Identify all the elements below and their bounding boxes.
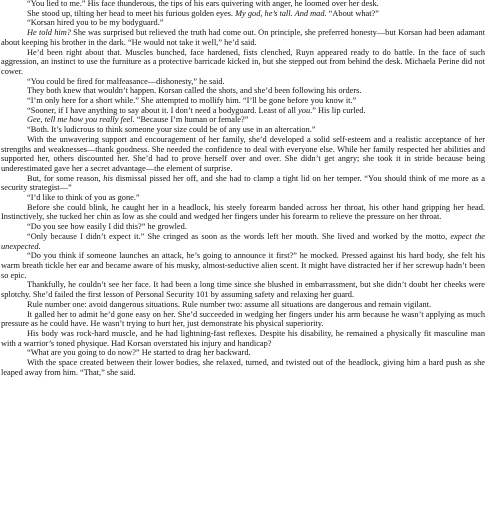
paragraph — [1, 174, 485, 193]
text-run: “Both. It’s ludicrous to think someone your size could be of any use in an altercation.” — [27, 125, 316, 135]
text-run: Rule number one: avoid dangerous situations. Rule number two: assume all situations are dangerous and remain vigilant. — [27, 299, 432, 309]
text-run: “You could be fired for malfeasance—dishonesty,” he said. — [27, 76, 225, 86]
paragraph — [1, 9, 485, 19]
text-run: With the unwavering support and encouragement of her family, she’d developed a solid self-esteem and a realistic acceptance of her strengths and weaknesses—thank goodness. She needed the confidence to deal with everyone else. While her family respected her abilities and supported her, others discounted her. She’d had to prove herself over and over. She didn’t get angry; she took it in stride because being underestimated gave her a secret advantage—the element of surprise. — [1, 134, 485, 173]
text-run: With the space created between their lower bodies, she relaxed, turned, and twisted out of the headlock, giving him a hard push as she leaped away from him. “That,” she said. — [1, 358, 485, 377]
text-run: “I’d like to think of you as gone.” — [27, 193, 140, 203]
text-run: She stood up, tilting her head to meet his furious golden eyes. — [27, 8, 236, 18]
text-run: “Korsan hired you to be my bodyguard.” — [27, 18, 164, 28]
paragraph — [1, 251, 485, 280]
text-run: Thankfully, he couldn’t see her face. It had been a long time since she blushed in embarrassment, but she didn’t doubt her cheeks were splotchy. She’d failed the first lesson of Personal Security 101 by assuming safety and relaxing her guard. — [1, 280, 485, 300]
paragraph — [1, 300, 485, 310]
text-run: Before she could blink, he caught her in a headlock, his steely forearm banded across her throat, his other hand gripping her head. Instinctively, she tucked her chin as low as she could and wedged her fingers under his forearm to relieve the pressure on her throat. — [1, 202, 485, 222]
paragraph — [1, 86, 485, 96]
text-run: “Because I’m human or female?” — [134, 115, 249, 125]
italic-text: My god, he’s tall. And mad. — [235, 8, 327, 18]
paragraph — [1, 222, 485, 232]
paragraph — [1, 125, 485, 135]
paragraph — [1, 106, 485, 116]
paragraph — [1, 358, 485, 377]
paragraph — [1, 203, 485, 222]
paragraph — [1, 348, 485, 358]
paragraph — [1, 115, 485, 125]
text-run: .” His lip curled. — [310, 105, 366, 115]
paragraph — [1, 0, 485, 9]
paragraph — [1, 48, 485, 77]
italic-text: you — [298, 105, 311, 115]
text-run: His body was rock-hard muscle, and he had lightning-fast reflexes. Despite his disability, he remained a physically fit masculine man with a warrior’s toned physique. Had Korsan overstated his injury and handicap? — [1, 328, 485, 348]
paragraph — [1, 96, 485, 106]
text-run: But, for some reason, — [27, 173, 104, 183]
text-run: “You lied to me.” His face thunderous, the tips of his ears quivering with anger, he loomed over her desk. — [27, 0, 379, 8]
text-run: It galled her to admit he’d gone easy on her. She’d succeeded in wedging her fingers under his arm because he wasn’t applying as much pressure as he could have. He wasn’t trying to hurt her, just demonstrate his physical superiority. — [1, 309, 485, 329]
text-run: “Do you see how easily I did this?” he growled. — [27, 222, 187, 232]
text-run: She was surprised but relieved the truth had come out. On principle, she preferred honesty—but Korsan had been adamant about keeping his brother in the dark. “He would not take it well,” he’d said. — [1, 28, 485, 47]
italic-text: He told him? — [27, 28, 71, 38]
italic-text: his — [103, 173, 113, 183]
text-run: dismissal pissed her off, and she had to clamp a tight lid on her temper. “You should think of me more as a security strategist—” — [1, 173, 485, 193]
paragraph — [1, 77, 485, 87]
text-run: “What are you going to do now?” He started to drag her backward. — [27, 348, 251, 358]
paragraph — [1, 135, 485, 174]
text-run: “About what?” — [326, 8, 379, 18]
text-run: He’d been right about that. Muscles bunched, face hardened, fists clenched, Ruyn appeared ready to do battle. In the face of such aggression, an instinct to use the furniture as a protective barricade kicked in, but she stepped out from behind the desk. Michaela Perine did not cower. — [1, 47, 485, 76]
italic-text: expect the unexpected — [1, 231, 485, 251]
paragraph — [1, 280, 485, 299]
paragraph — [1, 329, 485, 348]
text-run: . — [38, 241, 41, 251]
text-run: “I’m only here for a short while.” She attempted to mollify him. “I’ll be gone before you know it.” — [27, 96, 357, 106]
paragraph — [1, 193, 485, 203]
italic-text: Gee, tell me how you really feel. — [27, 115, 135, 125]
paragraph — [1, 18, 485, 28]
paragraph — [1, 310, 485, 329]
text-run: “Sooner, if I have anything to say about it. I don’t need a bodyguard. Least of all — [27, 105, 299, 115]
paragraph — [1, 28, 485, 47]
text-run: They both knew that wouldn’t happen. Korsan called the shots, and she’d been following his orders. — [27, 86, 362, 96]
text-run: “Do you think if someone launches an attack, he’s going to announce it first?” he mocked. Pressed against his hard body, she felt his warm breath tickle her ear and became aware of his musky, almost-seductive alien scent. It might have distracted her if her screwup hadn’t been so epic. — [1, 251, 485, 280]
paragraph — [1, 232, 485, 251]
text-run: “Only because I didn’t expect it.” She cringed as soon as the words left her mouth. She lived and worked by the motto, — [27, 231, 451, 241]
